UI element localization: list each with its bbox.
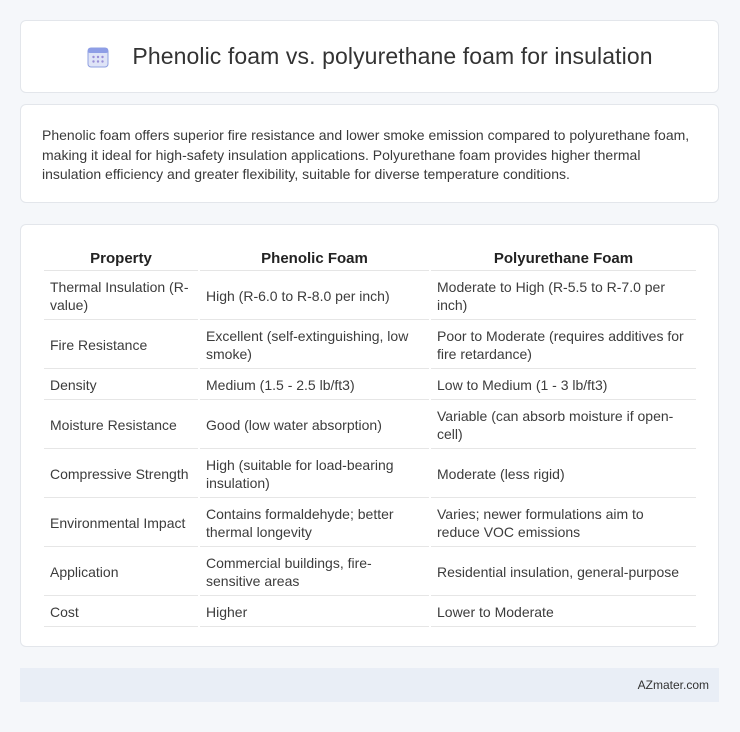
table-row: [44, 500, 696, 547]
table-cell: Environmental Impact: [44, 500, 198, 547]
table-cell: Fire Resistance: [44, 322, 198, 369]
table-row: [44, 451, 696, 498]
table-cell: Excellent (self-extinguishing, low smoke): [200, 322, 429, 369]
table-cell: Lower to Moderate: [431, 598, 696, 627]
table-header-row: [44, 247, 696, 271]
table-cell: Application: [44, 549, 198, 596]
title-card: [20, 20, 719, 93]
column-header-polyurethane: Polyurethane Foam: [431, 247, 696, 271]
table-row: [44, 371, 696, 400]
table-cell: Moisture Resistance: [44, 402, 198, 449]
table-cell: High (suitable for load-bearing insulation): [200, 451, 429, 498]
table-cell: Cost: [44, 598, 198, 627]
table-cell: Poor to Moderate (requires additives for fire retardance): [431, 322, 696, 369]
table-cell: High (R-6.0 to R-8.0 per inch): [200, 273, 429, 320]
table-row: [44, 598, 696, 627]
table-cell: Contains formaldehyde; better thermal longevity: [200, 500, 429, 547]
table-row: [44, 549, 696, 596]
table-cell: Density: [44, 371, 198, 400]
table-cell: Compressive Strength: [44, 451, 198, 498]
table-cell: Variable (can absorb moisture if open-cell): [431, 402, 696, 449]
table-cell: Moderate (less rigid): [431, 451, 696, 498]
table-cell: Moderate to High (R-5.5 to R-7.0 per inch): [431, 273, 696, 320]
table-row: [44, 322, 696, 369]
comparison-table: [42, 245, 698, 629]
table-cell: Low to Medium (1 - 3 lb/ft3): [431, 371, 696, 400]
footer: [20, 668, 719, 702]
table-cell: Varies; newer formulations aim to reduce VOC emissions: [431, 500, 696, 547]
summary-text: Phenolic foam offers superior fire resistance and lower smoke emission compared to polyurethane foam, making it ideal for high-safety insulation applications. Polyurethane foam provides higher thermal insulation efficiency and greater flexibility, suitable for diverse temperature conditions.: [42, 127, 690, 183]
comparison-table-card: [20, 224, 719, 647]
footer-brand: AZmater.com: [637, 678, 709, 692]
table-row: [44, 273, 696, 320]
summary-card: [20, 104, 719, 203]
calendar-icon: [86, 45, 110, 69]
column-header-property: Property: [44, 247, 198, 271]
column-header-phenolic: Phenolic Foam: [200, 247, 429, 271]
table-cell: Medium (1.5 - 2.5 lb/ft3): [200, 371, 429, 400]
table-row: [44, 402, 696, 449]
table-cell: Thermal Insulation (R-value): [44, 273, 198, 320]
table-cell: Higher: [200, 598, 429, 627]
table-cell: Good (low water absorption): [200, 402, 429, 449]
table-cell: Residential insulation, general-purpose: [431, 549, 696, 596]
page-title: Phenolic foam vs. polyurethane foam for insulation: [132, 43, 653, 69]
table-cell: Commercial buildings, fire-sensitive areas: [200, 549, 429, 596]
